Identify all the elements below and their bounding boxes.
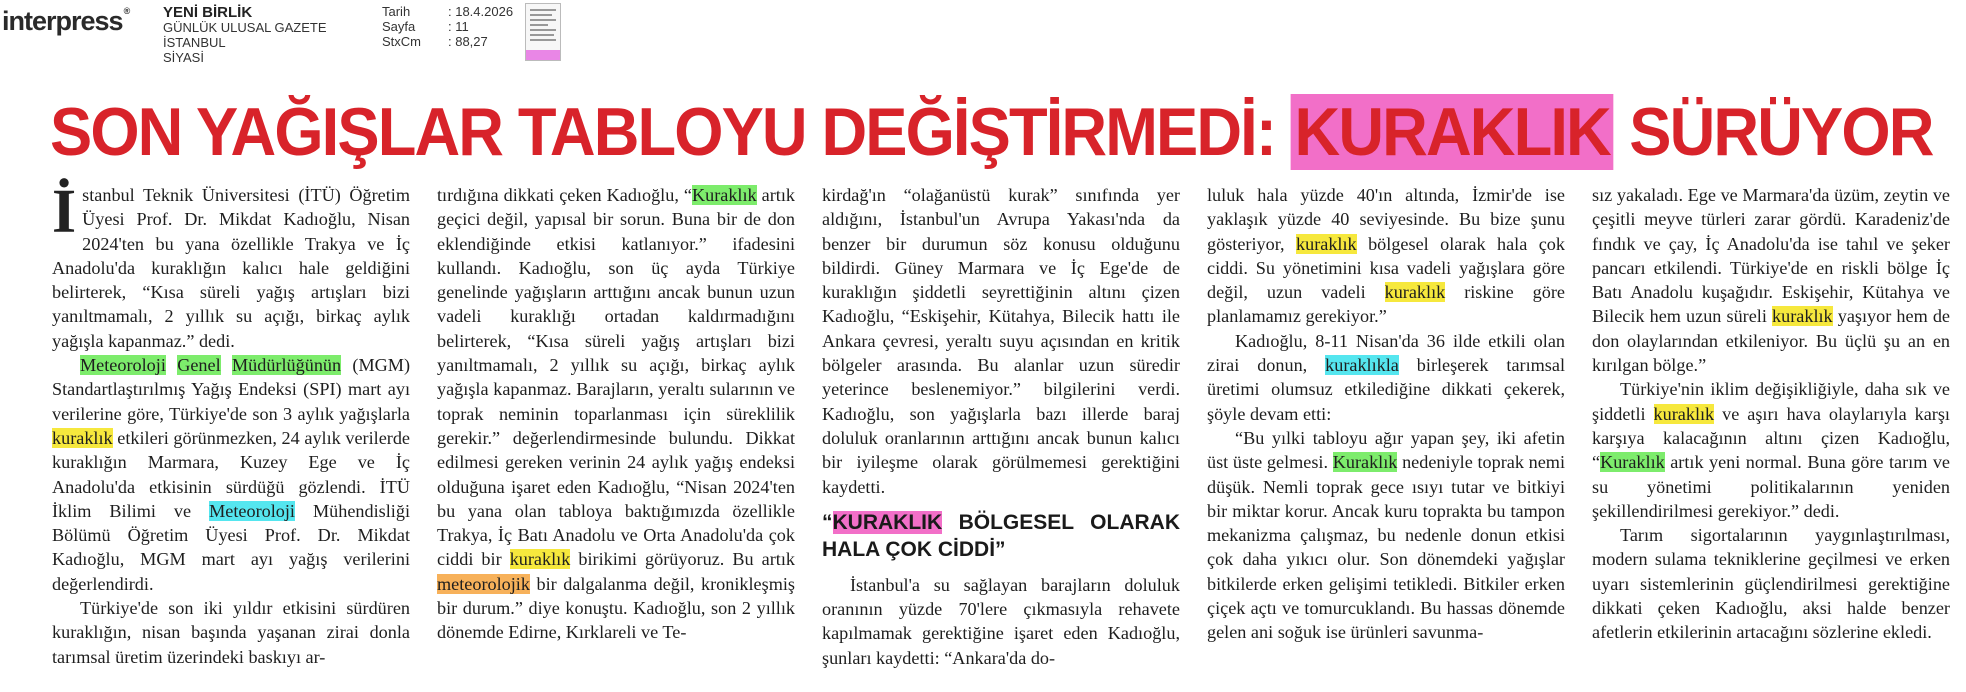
subheading: “KURAKLIK BÖLGESEL OLARAK HALA ÇOK CİDDİ” bbox=[822, 510, 1180, 561]
headline: SON YAĞIŞLAR TABLOYU DEĞİŞTİRMEDİ: KURAKLIK SÜRÜYOR bbox=[50, 94, 1933, 170]
paragraph: kirdağ'ın “olağanüstü kurak” sınıfında yer aldığını, İstanbul'un Avrupa Yakası'nda da benzer bir durumun söz konusu olduğunu bildirdi. Güney Marmara ve İç Ege'de de kuraklığın şiddetli seyrettiğinin altını çizen Kadıoğlu, “Eskişehir, Kütahya, Bilecik hattı ile Ankara çevresi, yeraltı suyu açısından en kritik bölgeler arasında. Bu alanlar uzun süredir yeterince beslenemiyor.” bilgilerini verdi. Kadıoğlu, son yağışlarla bazı illerde baraj doluluk oranlarının arttığını ancak bunun kalıcı bir iyileşme olarak görülmemesi gerektiğini kaydetti. bbox=[822, 185, 1180, 497]
article-column-4 bbox=[1207, 183, 1565, 645]
clipping-header bbox=[0, 0, 1966, 72]
paragraph: “Bu yılki tabloyu ağır yapan şey, iki afetin üst üste gelmesi. Kuraklık nedeniyle toprak nemi düşük. Nemli toprak gece ısıyı tutar ve bitkiyi bir miktar korur. Ancak kuru toprakta bu tampon mekanizma çalışmaz, bu nedenle donun etkisi çok daha yıkıcı olur. Son dönemdeki yağışlar bitkilerde erken gelişimi tetikledi. Bitkiler erken çiçek açtı ve tomurcuklandı. Bu hassas dönemde gelen ani soğuk ise ürünleri savunma- bbox=[1207, 427, 1566, 643]
paragraph: İstanbul Teknik Üniversitesi (İTÜ) Öğretim Üyesi Prof. Dr. Mikdat Kadıoğlu, Nisan 2024'ten bu yana özellikle Trakya ve İç Anadolu'da kuraklığın kalıcı hale geldiğini belirterek, “Kısa süreli yağış artışları bizi yanıltmamalı, 2 yıllık su açığı, birkaç aylık yağışla kapanmaz.” dedi. bbox=[52, 178, 410, 351]
paragraph: Kadıoğlu, 8-11 Nisan'da 36 ilde etkili olan zirai donun, kuraklıkla birleşerek tarımsal üretimi olumsuz etkilediğine dikkati çekerek, şöyle devam etti: bbox=[1207, 330, 1565, 424]
publication-line: GÜNLÜK ULUSAL GAZETE bbox=[163, 20, 327, 35]
article-column-2 bbox=[437, 183, 795, 645]
article-column-1 bbox=[52, 178, 411, 669]
meta-page: Sayfa : 11 bbox=[382, 19, 469, 34]
interpress-logo: interpress® bbox=[2, 6, 131, 36]
publication-line: İSTANBUL bbox=[163, 35, 226, 50]
meta-size: StxCm : 88,27 bbox=[382, 34, 488, 49]
paragraph: Türkiye'de son iki yıldır etkisini sürdüren kuraklığın, nisan başında yaşanan zirai donla tarımsal üretim üzerindeki baskıyı ar- bbox=[52, 598, 410, 667]
article-column-3 bbox=[822, 183, 1180, 670]
publication-line: SİYASİ bbox=[163, 50, 204, 65]
paragraph: Türkiye'nin iklim değişikliğiyle, daha sık ve şiddetli kuraklık ve aşırı hava olaylarıyla karşı karşıya kalacağının altını çizen Kadıoğlu, “Kuraklık artık yeni normal. Buna göre tarım ve su yönetimi politikalarının yeniden şekillendirilmesi gerekiyor.” dedi. bbox=[1592, 379, 1950, 521]
paragraph: Meteoroloji Genel Müdürlüğünün (MGM) Standartlaştırılmış Yağış Endeksi (SPI) mart ayı verilerine göre, Türkiye'de son 3 aylık yağışlarla kuraklık etkileri görünmezken, 24 aylık verilerde kuraklığın Marmara, Kuzey Ege ve İç Anadolu'da etkisinin sürdüğü gözlendi. İTÜ İklim Bilimi ve Meteoroloji Mühendisliği Bölümü Öğretim Üyesi Prof. Dr. Mikdat Kadıoğlu, MGM mart ayı yağış verilerini değerlendirdi. bbox=[52, 355, 411, 594]
paragraph: İstanbul'a su sağlayan barajların doluluk oranının yüzde 70'lere çıkmasıyla rehavete kapılmamak gerektiğine işaret eden Kadıoğlu, şunları kaydetti: “Ankara'da do- bbox=[822, 574, 1180, 668]
publication-name: YENİ BİRLİK bbox=[163, 4, 253, 21]
paragraph: luluk hala yüzde 40'ın altında, İzmir'de ise yaklaşık yüzde 40 seviyesinde. Bu bize şunu gösteriyor, kuraklık bölgesel olarak hala çok ciddi. Su yönetimini kısa vadeli yağışlara göre değil, uzun vadeli kuraklık riskine göre planlamamız gerekiyor.” bbox=[1207, 185, 1565, 327]
paragraph: Tarım sigortalarının yaygınlaştırılması, modern sulama tekniklerine geçilmesi ve erken uyarı sistemlerinin güçlendirilmesi gerektiğine dikkati çeken Kadıoğlu, aksi halde benzer afetlerin etkilerinin artacağını sözlerine ekledi. bbox=[1592, 525, 1950, 643]
page-thumbnail[interactable] bbox=[525, 3, 561, 61]
meta-date: Tarih : 18.4.2026 bbox=[382, 4, 514, 19]
paragraph: tırdığına dikkati çeken Kadıoğlu, “Kuraklık artık geçici değil, yapısal bir sorun. Buna bir de don eklendiğinde etkisi katlanıyor.” ifadesini kullandı. Kadıoğlu, son üç ayda Türkiye genelinde yağışların arttığını ancak bunun uzun vadeli kuraklığı ortadan kaldırmadığını belirterek, “Kısa süreli yağış artışları bizi yanıltmamalı, 2 yıllık su açığı, birkaç aylık yağışla kapanmaz. Barajların, yeraltı sularının ve toprak neminin toparlanması için süreklilik gerekir.” değerlendirmesinde bulundu. Dikkat edilmesi gereken verinin 24 aylık yağış endeksi olduğuna işaret eden Kadıoğlu, “Nisan 2024'ten bu yana olan tabloya baktığımızda özellikle Trakya, İç Batı Anadolu ve Orta Anadolu'da çok ciddi bir kuraklık birikimi görüyoruz. Bu artık meteorolojik bir dalgalanma değil, kronikleşmiş bir durum.” diye konuştu. Kadıoğlu, son 2 yıllık dönemde Edirne, Kırklareli ve Te- bbox=[437, 185, 795, 643]
drop-cap: İ bbox=[52, 178, 77, 246]
publication-info bbox=[163, 5, 327, 65]
paragraph: sız yakaladı. Ege ve Marmara'da üzüm, zeytin ve çeşitli meyve türleri zarar gördü. Karadeniz'de fındık ve çay, İç Anadolu'da ise tahıl ve şeker pancarı etkilendi. Türkiye'de en riskli bölge İç Batı Anadolu kuşağıdır. Eskişehir, Kütahya ve Bilecik hem uzun süreli kuraklık yaşıyor hem de don olaylarından etkileniyor. Bu üçlü şu an en kırılgan bölge.” bbox=[1592, 185, 1950, 376]
article-column-5 bbox=[1592, 183, 1950, 645]
headline-highlight: KURAKLIK bbox=[1291, 94, 1614, 170]
clip-meta bbox=[382, 4, 513, 49]
